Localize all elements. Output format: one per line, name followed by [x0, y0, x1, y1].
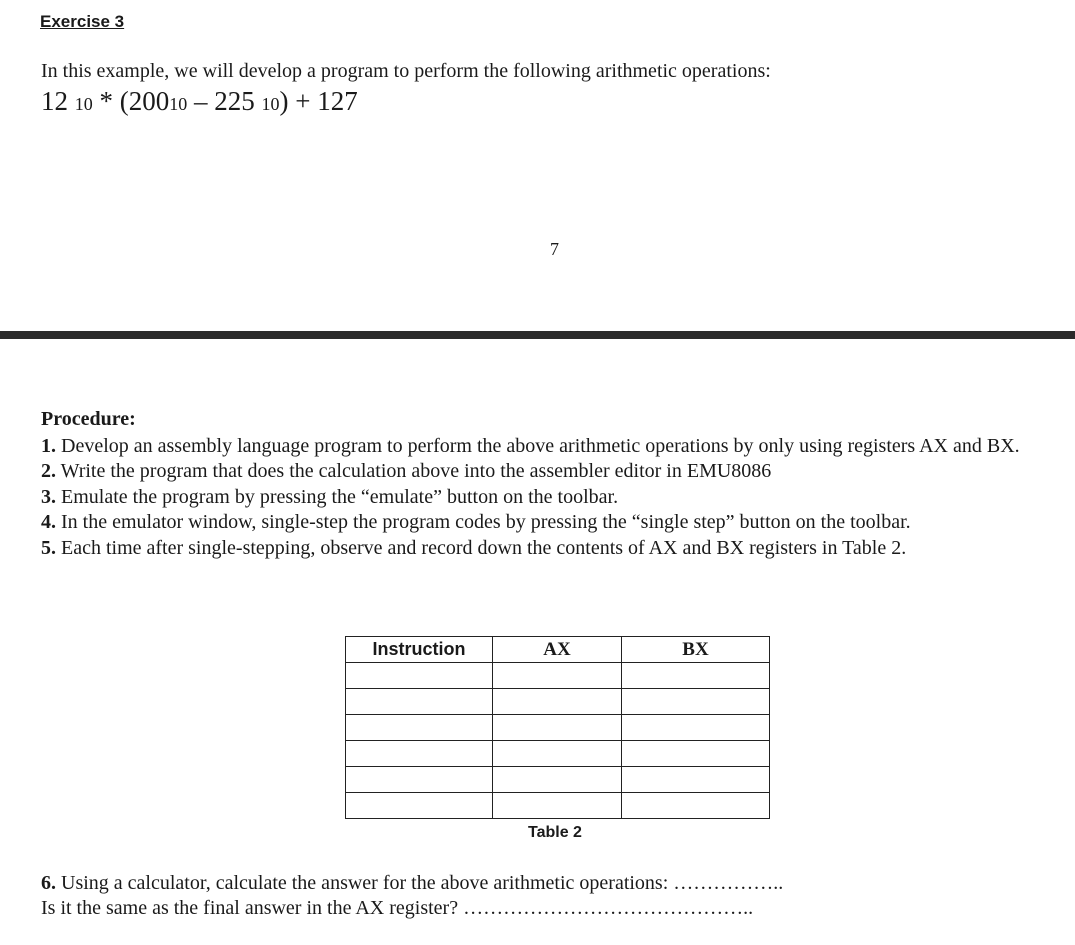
table-cell[interactable]: [346, 741, 493, 767]
expr-base: 10: [74, 94, 93, 114]
table-row: [346, 767, 770, 793]
procedure-step: [41, 459, 1051, 484]
expr-base: 10: [169, 94, 188, 114]
procedure-step: [41, 510, 1051, 535]
table-cell[interactable]: [622, 767, 770, 793]
procedure-step: [41, 536, 1051, 561]
table-cell[interactable]: [622, 663, 770, 689]
table-cell[interactable]: [493, 715, 622, 741]
table-row: [346, 715, 770, 741]
procedure-steps: [41, 434, 1051, 561]
table-cell[interactable]: [346, 767, 493, 793]
table-row: [346, 663, 770, 689]
table-cell[interactable]: [493, 663, 622, 689]
procedure-heading: Procedure:: [41, 408, 136, 430]
table-cell[interactable]: [622, 715, 770, 741]
expr-base: 10: [261, 94, 280, 114]
table-cell[interactable]: [493, 741, 622, 767]
header-instruction: Instruction: [346, 637, 493, 663]
expr-part: 12: [41, 86, 75, 116]
table-cell[interactable]: [346, 689, 493, 715]
arithmetic-expression: [41, 86, 358, 117]
page-number: 7: [550, 239, 559, 259]
expr-part: ) + 127: [279, 86, 358, 116]
table-cell[interactable]: [346, 715, 493, 741]
table-header-row: [346, 637, 770, 663]
table-row: [346, 793, 770, 819]
table-cell[interactable]: [346, 793, 493, 819]
procedure-step: [41, 434, 1051, 459]
exercise-title: Exercise 3: [40, 12, 125, 31]
page-divider: [0, 331, 1075, 339]
step-number: 2.: [41, 460, 56, 483]
question-text: Using a calculator, calculate the answer for the above arithmetic operations: ……………..: [61, 872, 784, 894]
expr-part: – 225: [187, 86, 262, 116]
step-number: 5.: [41, 536, 56, 559]
step-text: In the emulator window, single-step the program codes by pressing the “single step” button on the toolbar.: [61, 511, 911, 534]
table-cell[interactable]: [622, 793, 770, 819]
step-text: Develop an assembly language program to perform the above arithmetic operations by only using registers AX and BX.: [61, 435, 1020, 457]
table-cell[interactable]: [622, 689, 770, 715]
expr-part: * (200: [92, 86, 170, 116]
table-cell[interactable]: [493, 689, 622, 715]
table-caption: Table 2: [528, 824, 582, 841]
table-row: [346, 741, 770, 767]
question-line: Is it the same as the final answer in the AX register? ……………………………………..: [41, 897, 754, 919]
table-row: [346, 689, 770, 715]
question-6: [41, 871, 783, 921]
table-cell[interactable]: [493, 767, 622, 793]
step-text: Write the program that does the calculation above into the assembler editor in EMU8086: [60, 460, 772, 483]
question-number: 6.: [41, 872, 56, 894]
step-text: Emulate the program by pressing the “emulate” button on the toolbar.: [61, 485, 619, 508]
register-table: [345, 636, 770, 819]
question-line: [41, 871, 783, 896]
table-cell[interactable]: [493, 793, 622, 819]
header-ax: AX: [493, 637, 622, 663]
intro-text: In this example, we will develop a program to perform the following arithmetic operations:: [41, 60, 771, 82]
step-number: 3.: [41, 485, 56, 508]
step-text: Each time after single-stepping, observe and record down the contents of AX and BX registers in Table 2.: [61, 536, 907, 559]
table-cell[interactable]: [346, 663, 493, 689]
procedure-step: [41, 485, 1051, 510]
step-number: 1.: [41, 435, 56, 457]
table-cell[interactable]: [622, 741, 770, 767]
step-number: 4.: [41, 511, 56, 534]
header-bx: BX: [622, 637, 770, 663]
